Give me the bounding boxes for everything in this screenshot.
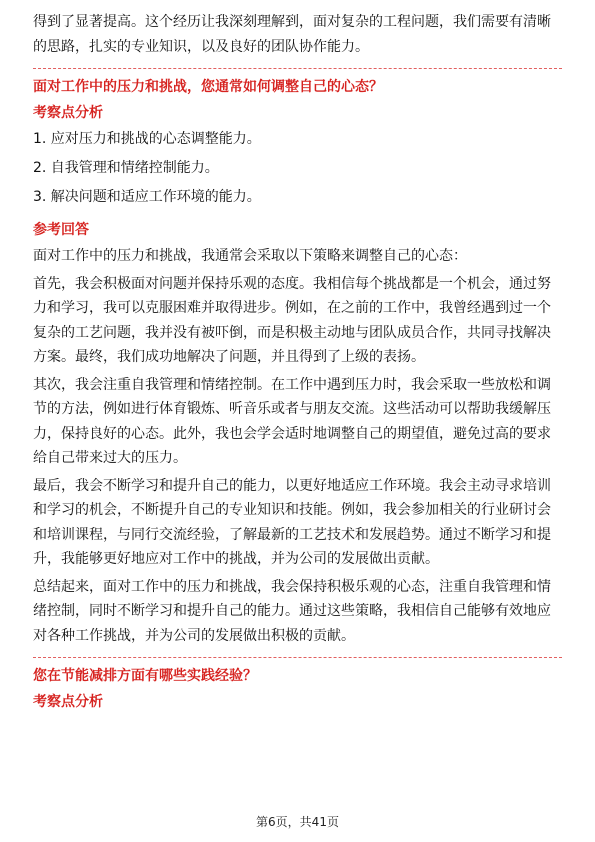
question-title: 面对工作中的压力和挑战，您通常如何调整自己的心态？ [33,79,383,95]
analysis-label: 考察点分析 [33,694,103,710]
question-section-stress [33,76,562,648]
question-title: 您在节能减排方面有哪些实践经验？ [33,668,257,684]
analysis-item: 1. 应对压力和挑战的心态调整能力。 [33,131,261,147]
answer-paragraph: 最后，我会不断学习和提升自己的能力，以更好地适应工作环境。我会主动寻求培训和学习的机会，不断提升自己的专业知识和技能。例如，我会参加相关的行业研讨会和培训课程，与同行交流经验，了解最新的工艺技术和发展趋势。通过不断学习和提升，我能够更好地应对工作中的挑战，并为公司的发展做出贡献。 [33,477,551,567]
continued-paragraph: 得到了显著提高。这个经历让我深刻理解到，面对复杂的工程问题，我们需要有清晰的思路，扎实的专业知识，以及良好的团队协作能力。 [33,14,551,55]
answer-label: 参考回答 [33,222,89,238]
section-divider [33,68,562,69]
answer-paragraph: 首先，我会积极面对问题并保持乐观的态度。我相信每个挑战都是一个机会，通过努力和学习，我可以克服困难并取得进步。例如，在之前的工作中，我曾经遇到过一个复杂的工艺问题，我并没有被吓倒，而是积极主动地与团队成员合作，共同寻找解决方案。最终，我们成功地解决了问题，并且得到了上级的表扬。 [33,275,551,365]
answer-paragraph: 总结起来，面对工作中的压力和挑战，我会保持积极乐观的心态，注重自我管理和情绪控制，同时不断学习和提升自己的能力。通过这些策略，我相信自己能够有效地应对各种工作挑战，并为公司的发展做出积极的贡献。 [33,578,551,644]
analysis-item: 3. 解决问题和适应工作环境的能力。 [33,189,261,205]
analysis-item: 2. 自我管理和情绪控制能力。 [33,160,219,176]
page-number: 第6页，共41页 [256,815,339,829]
section-divider [33,657,562,658]
page-content [33,10,562,716]
analysis-label: 考察点分析 [33,105,103,121]
answer-paragraph: 面对工作中的压力和挑战，我通常会采取以下策略来调整自己的心态： [33,248,467,264]
answer-paragraph: 其次，我会注重自我管理和情绪控制。在工作中遇到压力时，我会采取一些放松和调节的方法，例如进行体育锻炼、听音乐或者与朋友交流。这些活动可以帮助我缓解压力，保持良好的心态。此外，我也会学会适时地调整自己的期望值，避免过高的要求给自己带来过大的压力。 [33,376,551,466]
question-section-energy [33,665,562,713]
